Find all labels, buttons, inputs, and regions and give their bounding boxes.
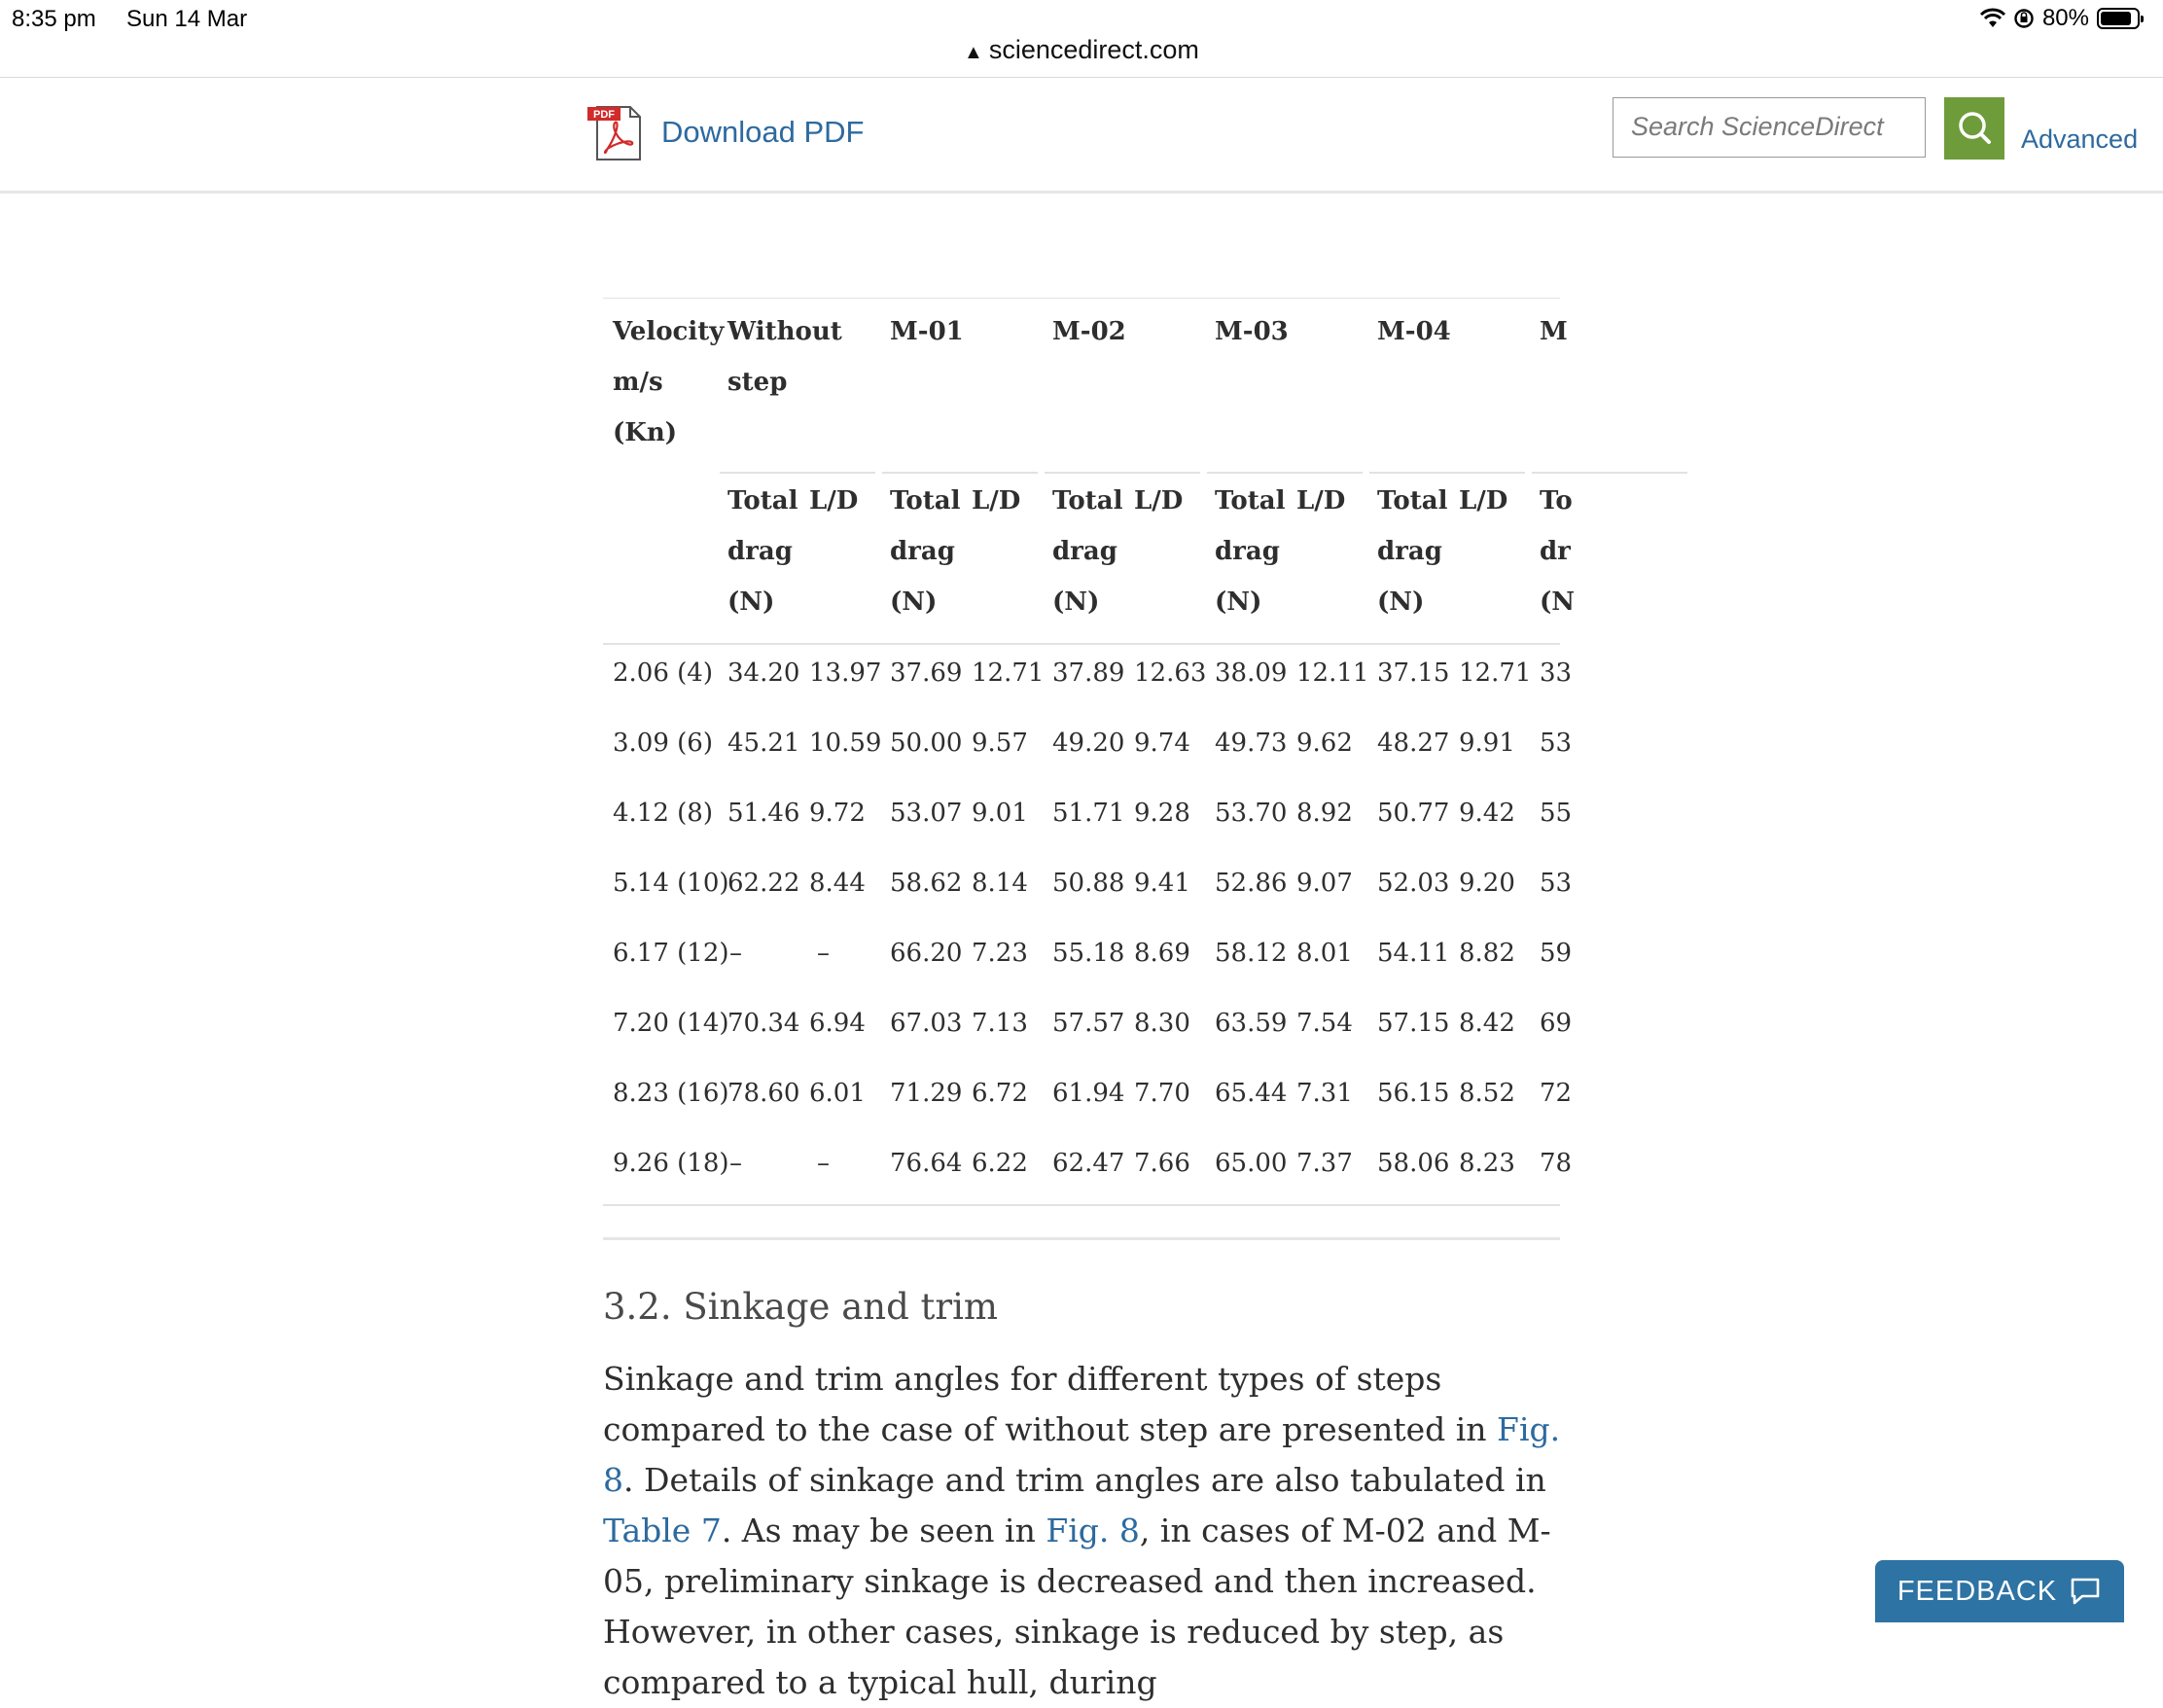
table-cell: 45.21 bbox=[727, 729, 800, 758]
table-cell: 57.15 bbox=[1377, 1009, 1450, 1038]
table-cell-clipped: 69 bbox=[1540, 1009, 1573, 1038]
total-drag-header: Total drag (N) bbox=[890, 486, 961, 617]
total-drag-header: To dr (N bbox=[1540, 486, 1576, 617]
group-rule bbox=[1369, 472, 1525, 474]
table-cell: – bbox=[729, 939, 742, 968]
table-cell: 54.11 bbox=[1377, 939, 1450, 968]
group-rule bbox=[882, 472, 1038, 474]
table-cell: 71.29 bbox=[890, 1079, 963, 1108]
table-cell-clipped: 59 bbox=[1540, 939, 1573, 968]
section-divider bbox=[603, 1237, 1560, 1240]
table-cell: 49.73 bbox=[1215, 729, 1288, 758]
velocity-cell: 4.12 (8) bbox=[613, 799, 713, 828]
search-button[interactable] bbox=[1944, 97, 2004, 160]
velocity-header: Velocity m/s (Kn) bbox=[613, 317, 725, 447]
table-cell: 53.70 bbox=[1215, 799, 1288, 828]
table-cell: 70.34 bbox=[727, 1009, 800, 1038]
table-cell: 7.13 bbox=[972, 1009, 1028, 1038]
table-cell: 9.01 bbox=[972, 799, 1028, 828]
table-cell: – bbox=[729, 1149, 742, 1178]
table-cell: 38.09 bbox=[1215, 658, 1288, 688]
table-cell: 52.86 bbox=[1215, 869, 1288, 898]
table-cell: 34.20 bbox=[727, 658, 800, 688]
table-cell: 56.15 bbox=[1377, 1079, 1450, 1108]
table-cell: 12.71 bbox=[972, 658, 1045, 688]
table-cell: 58.06 bbox=[1377, 1149, 1450, 1178]
address-bar[interactable] bbox=[0, 35, 2163, 65]
status-right bbox=[1980, 5, 2140, 32]
chat-bubble-icon bbox=[2069, 1577, 2102, 1606]
table-cell: – bbox=[817, 939, 830, 968]
table-cell: 8.52 bbox=[1459, 1079, 1515, 1108]
velocity-cell: 7.20 (14) bbox=[613, 1009, 729, 1038]
table-cell: 51.46 bbox=[727, 799, 800, 828]
table-cell: 9.41 bbox=[1134, 869, 1190, 898]
table-cell: 8.14 bbox=[972, 869, 1028, 898]
table-bottom-rule bbox=[603, 1204, 1560, 1206]
table-cell-clipped: 53 bbox=[1540, 729, 1573, 758]
table-cell: 55.18 bbox=[1052, 939, 1125, 968]
warning-icon: ▲ bbox=[964, 42, 983, 63]
ld-header: L/D bbox=[1134, 486, 1184, 516]
total-drag-header: Total drag (N) bbox=[1052, 486, 1123, 617]
table-cell: 53.07 bbox=[890, 799, 963, 828]
table-cell: 7.37 bbox=[1296, 1149, 1353, 1178]
table-cell: 9.07 bbox=[1296, 869, 1353, 898]
search-icon bbox=[1944, 97, 2004, 160]
total-drag-header: Total drag (N) bbox=[1215, 486, 1286, 617]
table-cell: 7.23 bbox=[972, 939, 1028, 968]
table-cell: 78.60 bbox=[727, 1079, 800, 1108]
ld-header: L/D bbox=[809, 486, 859, 516]
table-cell: 37.15 bbox=[1377, 658, 1450, 688]
table-cell: 9.57 bbox=[972, 729, 1028, 758]
table-cell-clipped: 72 bbox=[1540, 1079, 1573, 1108]
table-cell-clipped: 78 bbox=[1540, 1149, 1573, 1178]
reference-link[interactable]: Table 7 bbox=[603, 1512, 722, 1549]
table-cell: 9.28 bbox=[1134, 799, 1190, 828]
table-cell: 9.62 bbox=[1296, 729, 1353, 758]
table-cell: 7.66 bbox=[1134, 1149, 1190, 1178]
group-header: M-01 bbox=[890, 317, 964, 346]
table-cell: 8.30 bbox=[1134, 1009, 1190, 1038]
ld-header: L/D bbox=[1296, 486, 1346, 516]
paragraph-text: . Details of sinkage and trim angles are also tabulated in bbox=[623, 1461, 1546, 1499]
status-date: Sun 14 Mar bbox=[126, 6, 248, 32]
table-cell: 7.54 bbox=[1296, 1009, 1353, 1038]
battery-percent: 80% bbox=[2041, 5, 2089, 31]
table-cell: 63.59 bbox=[1215, 1009, 1288, 1038]
table-cell: 76.64 bbox=[890, 1149, 963, 1178]
table-cell: 61.94 bbox=[1052, 1079, 1125, 1108]
table-cell: 8.42 bbox=[1459, 1009, 1515, 1038]
table-cell: 9.42 bbox=[1459, 799, 1515, 828]
reference-link[interactable]: Fig. 8 bbox=[1046, 1512, 1140, 1549]
table-cell: 62.47 bbox=[1052, 1149, 1125, 1178]
velocity-cell: 8.23 (16) bbox=[613, 1079, 729, 1108]
table-cell: 58.12 bbox=[1215, 939, 1288, 968]
group-header: M bbox=[1540, 317, 1568, 346]
velocity-cell: 9.26 (18) bbox=[613, 1149, 729, 1178]
paragraph-text: . As may be seen in bbox=[721, 1512, 1046, 1549]
group-rule bbox=[1207, 472, 1363, 474]
table-cell: 57.57 bbox=[1052, 1009, 1125, 1038]
table-cell: 9.91 bbox=[1459, 729, 1515, 758]
ld-header: L/D bbox=[972, 486, 1021, 516]
table-cell-clipped: 33 bbox=[1540, 658, 1573, 688]
site-header bbox=[0, 78, 2163, 194]
header-rule bbox=[603, 643, 1560, 645]
table-cell: 12.63 bbox=[1134, 658, 1207, 688]
group-header: M-03 bbox=[1215, 317, 1289, 346]
section-heading: 3.2. Sinkage and trim bbox=[603, 1286, 999, 1328]
table-cell: 48.27 bbox=[1377, 729, 1450, 758]
group-header: M-02 bbox=[1052, 317, 1126, 346]
table-cell: 13.97 bbox=[809, 658, 882, 688]
battery-icon bbox=[2097, 8, 2140, 29]
velocity-cell: 3.09 (6) bbox=[613, 729, 713, 758]
table-cell: 9.74 bbox=[1134, 729, 1190, 758]
table-cell: 6.01 bbox=[809, 1079, 866, 1108]
download-pdf-link[interactable]: Download PDF bbox=[661, 115, 865, 149]
table-cell: 50.88 bbox=[1052, 869, 1125, 898]
search-input[interactable]: Search ScienceDirect bbox=[1613, 97, 1926, 158]
total-drag-header: Total drag (N) bbox=[727, 486, 798, 617]
table-cell: 66.20 bbox=[890, 939, 963, 968]
table-cell: 67.03 bbox=[890, 1009, 963, 1038]
table-cell: 7.70 bbox=[1134, 1079, 1190, 1108]
table-cell: – bbox=[817, 1149, 830, 1178]
table-cell: 51.71 bbox=[1052, 799, 1125, 828]
feedback-label: FEEDBACK bbox=[1897, 1575, 2058, 1607]
table-cell: 58.62 bbox=[890, 869, 963, 898]
table-cell: 7.31 bbox=[1296, 1079, 1353, 1108]
group-rule bbox=[1532, 472, 1687, 474]
group-rule bbox=[1045, 472, 1200, 474]
feedback-button[interactable] bbox=[1875, 1560, 2124, 1622]
wifi-icon bbox=[1980, 8, 2005, 29]
table-cell: 12.11 bbox=[1296, 658, 1369, 688]
ld-header: L/D bbox=[1459, 486, 1508, 516]
table-cell: 37.89 bbox=[1052, 658, 1125, 688]
group-header: Without step bbox=[727, 317, 842, 397]
table-cell-clipped: 53 bbox=[1540, 869, 1573, 898]
total-drag-header: Total drag (N) bbox=[1377, 486, 1448, 617]
table-cell: 62.22 bbox=[727, 869, 800, 898]
table-cell: 8.23 bbox=[1459, 1149, 1515, 1178]
table-cell: 6.22 bbox=[972, 1149, 1028, 1178]
velocity-cell: 6.17 (12) bbox=[613, 939, 729, 968]
table-cell: 65.00 bbox=[1215, 1149, 1288, 1178]
status-bar bbox=[0, 0, 2163, 39]
table-cell: 8.69 bbox=[1134, 939, 1190, 968]
table-cell: 50.00 bbox=[890, 729, 963, 758]
table-cell-clipped: 55 bbox=[1540, 799, 1573, 828]
table-cell: 12.71 bbox=[1459, 658, 1532, 688]
table-cell: 8.44 bbox=[809, 869, 866, 898]
orientation-lock-icon bbox=[2013, 8, 2035, 29]
table-cell: 8.92 bbox=[1296, 799, 1353, 828]
table-cell: 49.20 bbox=[1052, 729, 1125, 758]
reference-link[interactable]: Fig. 8 bbox=[603, 1410, 1561, 1499]
table-cell: 8.01 bbox=[1296, 939, 1353, 968]
table-cell: 52.03 bbox=[1377, 869, 1450, 898]
group-header: M-04 bbox=[1377, 317, 1451, 346]
table-cell: 37.69 bbox=[890, 658, 963, 688]
table-cell: 6.72 bbox=[972, 1079, 1028, 1108]
status-time: 8:35 pm bbox=[12, 6, 96, 32]
section-paragraph bbox=[603, 1354, 1576, 1708]
pdf-icon[interactable] bbox=[587, 103, 644, 161]
advanced-search-link[interactable]: Advanced bbox=[2021, 125, 2139, 154]
paragraph-text: , in cases of M-02 and M-05, preliminary sinkage is decreased and then increased. However, in other cases, sinkage is reduced by step, as compared to a typical hull, during bbox=[603, 1512, 1551, 1701]
table-cell: 6.94 bbox=[809, 1009, 866, 1038]
results-table bbox=[603, 298, 1576, 1207]
table-cell: 9.20 bbox=[1459, 869, 1515, 898]
table-cell: 65.44 bbox=[1215, 1079, 1288, 1108]
table-cell: 10.59 bbox=[809, 729, 882, 758]
url-text: sciencedirect.com bbox=[988, 35, 1199, 64]
table-cell: 9.72 bbox=[809, 799, 866, 828]
paragraph-text: Sinkage and trim angles for different types of steps compared to the case of without step are presented in bbox=[603, 1360, 1498, 1448]
pdf-badge-text: PDF bbox=[593, 109, 615, 121]
group-rule bbox=[720, 472, 875, 474]
table-cell: 8.82 bbox=[1459, 939, 1515, 968]
table-cell: 50.77 bbox=[1377, 799, 1450, 828]
velocity-cell: 5.14 (10) bbox=[613, 869, 729, 898]
velocity-cell: 2.06 (4) bbox=[613, 658, 713, 688]
